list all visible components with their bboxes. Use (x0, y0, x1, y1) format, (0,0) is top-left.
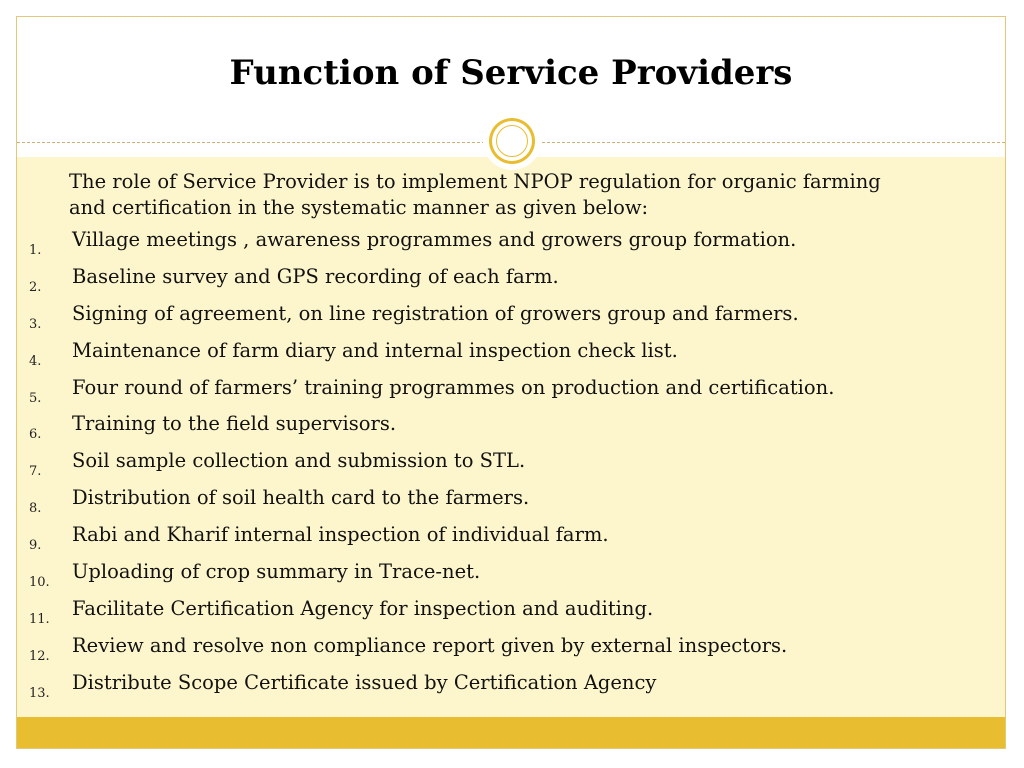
function-list (17, 228, 1005, 715)
slide-title: Function of Service Providers (229, 53, 793, 93)
list-item-number: 11. (29, 611, 50, 627)
list-item-text: Rabi and Kharif internal inspection of individual farm. (72, 523, 609, 547)
list-item (17, 670, 1005, 715)
list-item-number: 10. (29, 575, 50, 591)
list-item-text: Uploading of crop summary in Trace-net. (72, 560, 481, 584)
list-item-number: 13. (29, 685, 50, 701)
list-item-number: 1. (29, 243, 42, 258)
list-item-text: Four round of farmers’ training programmes on production and certification. (72, 375, 835, 399)
intro-paragraph (69, 169, 1000, 221)
list-item-number: 12. (29, 648, 50, 664)
circle-ornament-icon (483, 112, 541, 170)
list-item-number: 6. (29, 427, 42, 443)
list-item-number: 3. (29, 316, 42, 332)
ornament-ring (489, 118, 535, 164)
slide-frame (16, 16, 1006, 749)
list-item-number: 4. (29, 353, 42, 369)
list-item-text: Training to the field supervisors. (72, 412, 397, 436)
list-item-number: 2. (29, 279, 42, 295)
footer-band (17, 717, 1005, 749)
list-item-text: Soil sample collection and submission to STL. (72, 449, 526, 473)
list-item-number: 9. (29, 538, 42, 554)
content-area (17, 157, 1005, 717)
intro-line-2: and certification in the systematic manner as given below: (69, 196, 649, 219)
list-item-text: Distribution of soil health card to the farmers. (72, 486, 530, 510)
list-item-text: Maintenance of farm diary and internal inspection check list. (72, 338, 678, 362)
list-item-number: 5. (29, 390, 42, 406)
ornament-core (496, 125, 528, 157)
list-item-text: Signing of agreement, on line registration of growers group and farmers. (72, 301, 799, 325)
list-item-number: 7. (29, 464, 42, 480)
ornament-inner (492, 121, 532, 161)
list-item-text: Facilitate Certification Agency for inspection and auditing. (72, 596, 654, 620)
list-item-text: Distribute Scope Certificate issued by Certification Agency (72, 670, 657, 694)
list-item-text: Review and resolve non compliance report given by external inspectors. (72, 633, 788, 657)
list-item-text: Village meetings , awareness programmes and growers group formation. (72, 228, 797, 251)
list-item-text: Baseline survey and GPS recording of each farm. (72, 264, 559, 288)
list-item-number: 8. (29, 501, 42, 517)
intro-line-1: The role of Service Provider is to implement NPOP regulation for organic farming (69, 170, 881, 193)
